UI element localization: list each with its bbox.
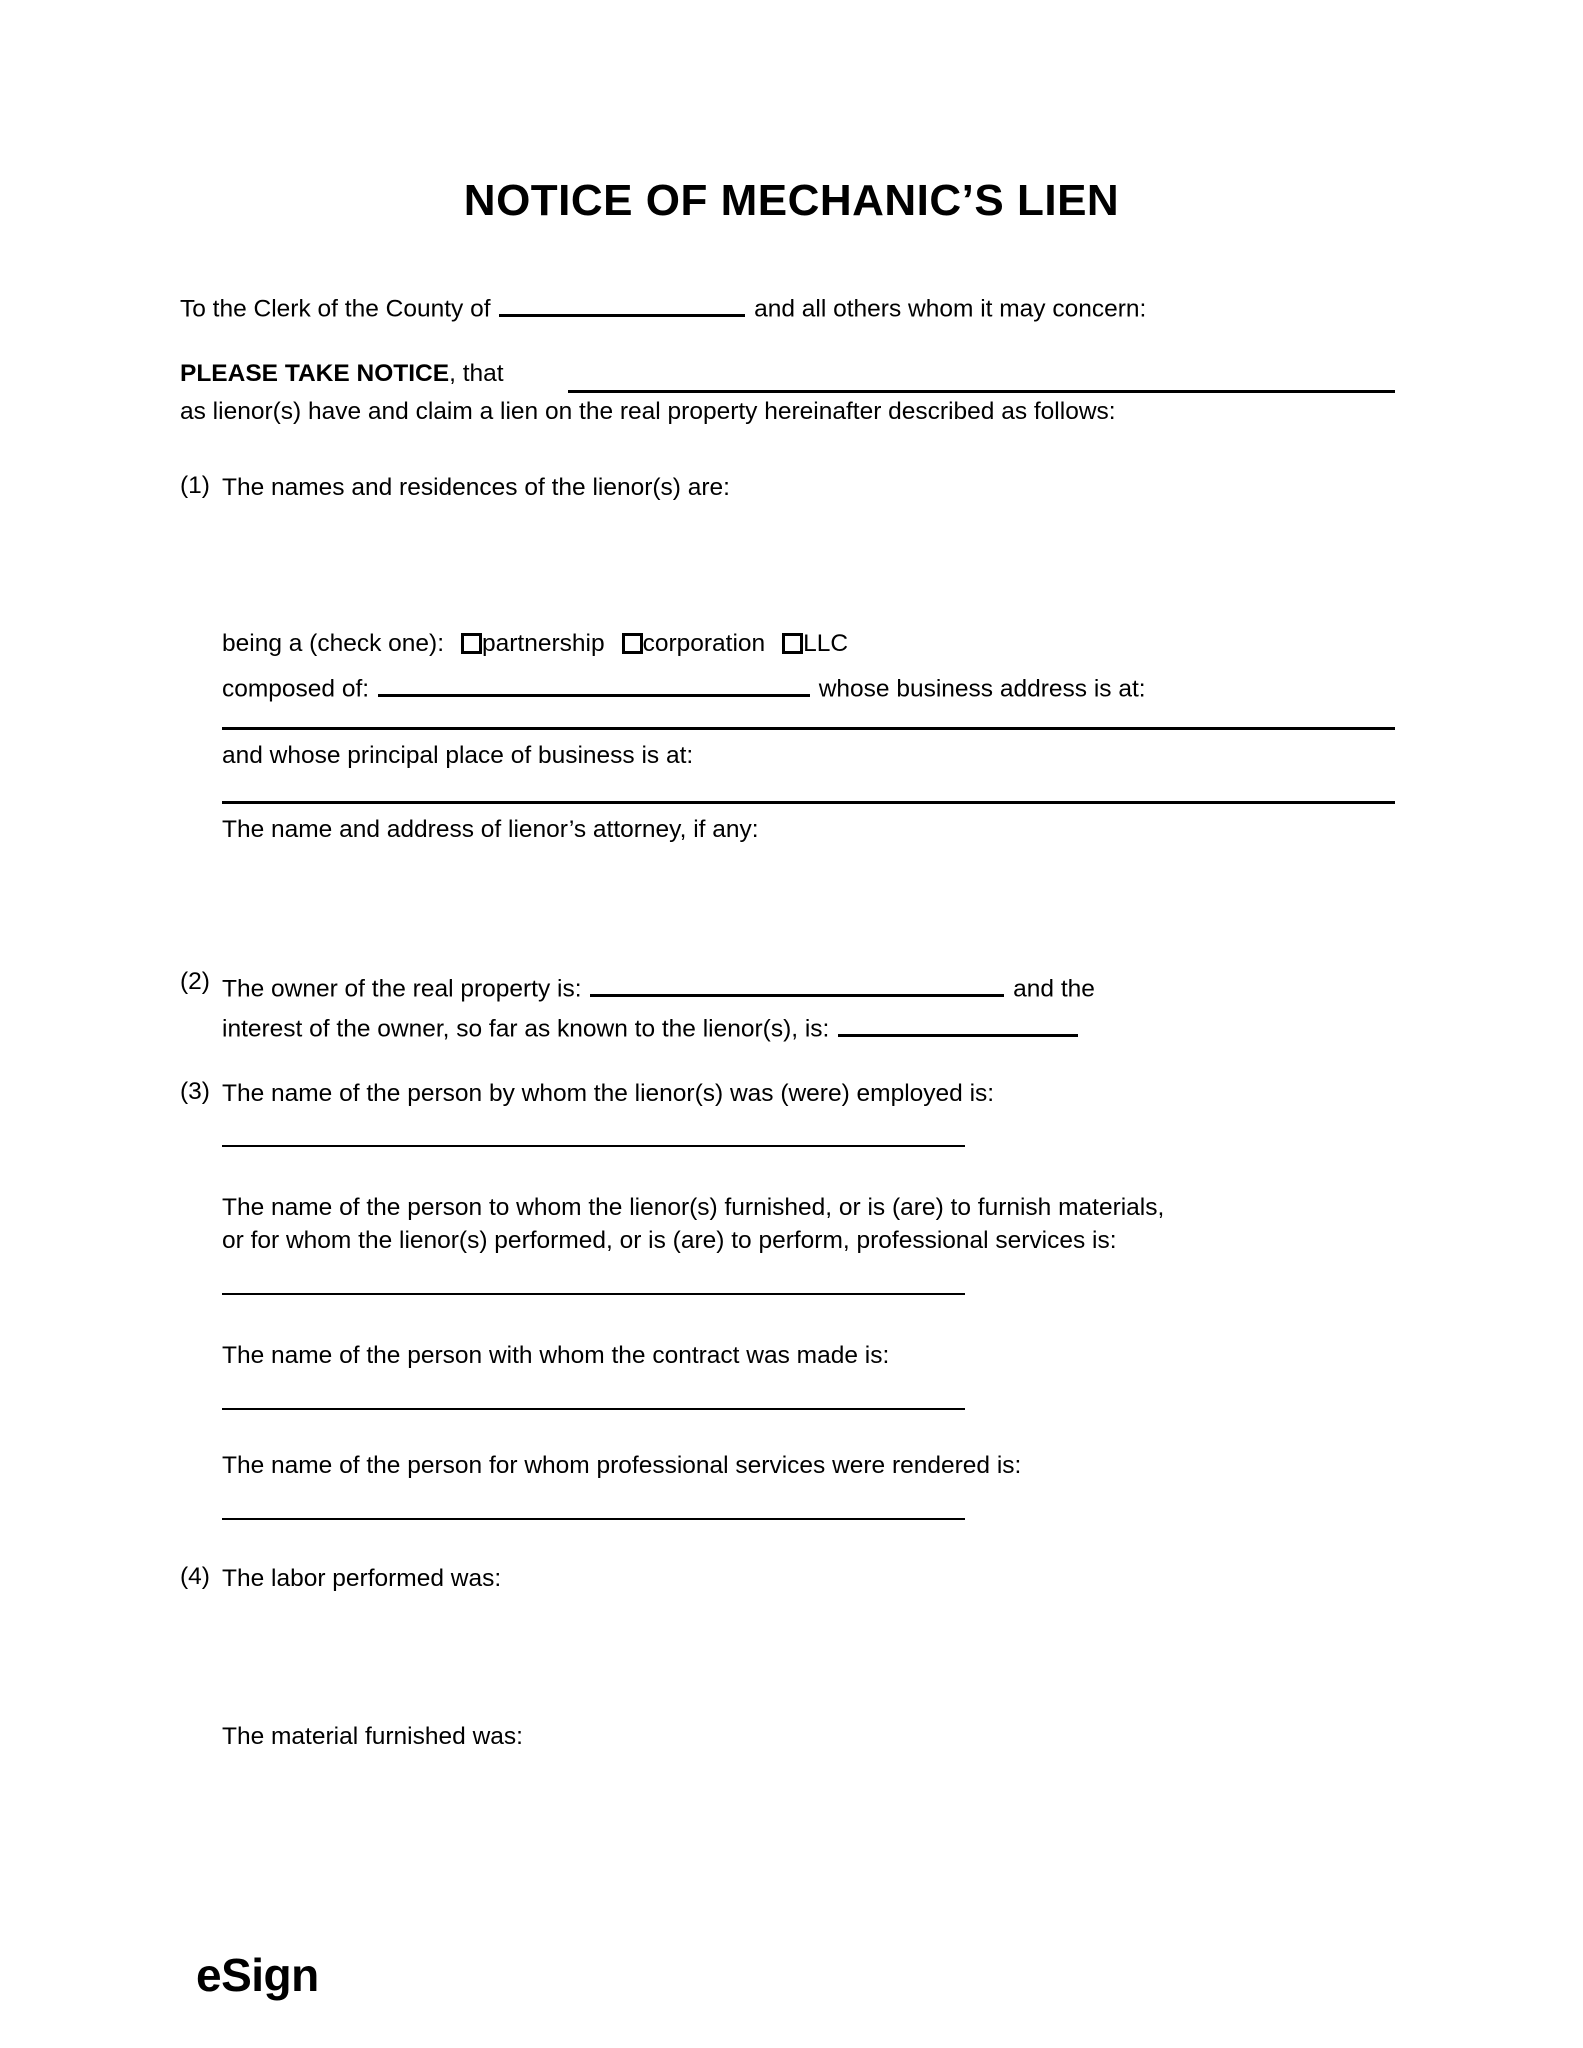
employed-by-blank-field[interactable] bbox=[222, 1145, 965, 1147]
item-1-number: (1) bbox=[180, 472, 210, 499]
checkbox-llc[interactable] bbox=[782, 633, 803, 654]
county-blank-field[interactable] bbox=[499, 288, 745, 317]
contract-label: The name of the person with whom the contract was made is: bbox=[222, 1342, 890, 1369]
item-3-number: (3) bbox=[180, 1078, 210, 1105]
principal-place-blank-field[interactable] bbox=[222, 801, 1395, 804]
being-a-label: being a (check one): bbox=[222, 630, 444, 657]
checkbox-partnership-label: partnership bbox=[482, 630, 605, 657]
labor-performed-label: The labor performed was: bbox=[222, 1565, 502, 1592]
furnished-to-blank-field[interactable] bbox=[222, 1293, 965, 1295]
owner-interest-label: interest of the owner, so far as known to the lienor(s), is: bbox=[222, 1015, 830, 1043]
lienor-claim-label: as lienor(s) have and claim a lien on the real property hereinafter described as follows: bbox=[180, 398, 1116, 425]
please-take-notice-label: PLEASE TAKE NOTICE bbox=[180, 360, 450, 387]
owner-interest-blank-field[interactable] bbox=[838, 1008, 1078, 1037]
employed-by-label: The name of the person by whom the lienor(s) was (were) employed is: bbox=[222, 1080, 995, 1107]
attorney-label: The name and address of lienor’s attorney, if any: bbox=[222, 816, 759, 843]
business-address-blank-field[interactable] bbox=[222, 727, 1395, 730]
business-address-label: whose business address is at: bbox=[818, 675, 1146, 703]
page-title: NOTICE OF MECHANIC’S LIEN bbox=[463, 176, 1120, 225]
principal-place-label: and whose principal place of business is at: bbox=[222, 742, 694, 769]
item-4-number: (4) bbox=[180, 1563, 210, 1590]
material-furnished-label: The material furnished was: bbox=[222, 1723, 523, 1750]
contract-blank-field[interactable] bbox=[222, 1408, 965, 1410]
clerk-line bbox=[180, 288, 1146, 326]
composed-of-row bbox=[222, 668, 1146, 706]
owner-row bbox=[222, 968, 1095, 1006]
lienor-name-blank-field[interactable] bbox=[568, 390, 1395, 393]
owner-suffix-label: and the bbox=[1013, 975, 1095, 1003]
esign-logo: eSign bbox=[196, 1949, 319, 2001]
checkbox-corporation-label: corporation bbox=[642, 630, 766, 657]
please-take-notice-line bbox=[180, 358, 504, 390]
clerk-prefix-label: To the Clerk of the County of bbox=[180, 295, 491, 323]
composed-of-label: composed of: bbox=[222, 675, 370, 703]
clerk-suffix-label: and all others whom it may concern: bbox=[754, 295, 1147, 323]
services-rendered-label: The name of the person for whom professional services were rendered is: bbox=[222, 1452, 1022, 1479]
notice-rest-label: , that bbox=[449, 360, 504, 387]
composed-of-blank-field[interactable] bbox=[378, 668, 810, 697]
owner-interest-row bbox=[222, 1008, 1080, 1046]
owner-prefix-label: The owner of the real property is: bbox=[222, 975, 582, 1003]
furnished-label-line1: The name of the person to whom the lienor(s) furnished, or is (are) to furnish materials, bbox=[222, 1194, 1165, 1221]
furnished-label-line2: or for whom the lienor(s) performed, or is (are) to perform, professional services is: bbox=[222, 1227, 1117, 1254]
checkbox-corporation[interactable] bbox=[622, 633, 643, 654]
item-2-number: (2) bbox=[180, 968, 210, 995]
checkbox-llc-label: LLC bbox=[803, 630, 849, 657]
item-1-heading: The names and residences of the lienor(s) are: bbox=[222, 474, 730, 501]
owner-name-blank-field[interactable] bbox=[590, 968, 1004, 997]
entity-type-row bbox=[222, 628, 848, 660]
services-rendered-blank-field[interactable] bbox=[222, 1518, 965, 1520]
checkbox-partnership[interactable] bbox=[461, 633, 482, 654]
